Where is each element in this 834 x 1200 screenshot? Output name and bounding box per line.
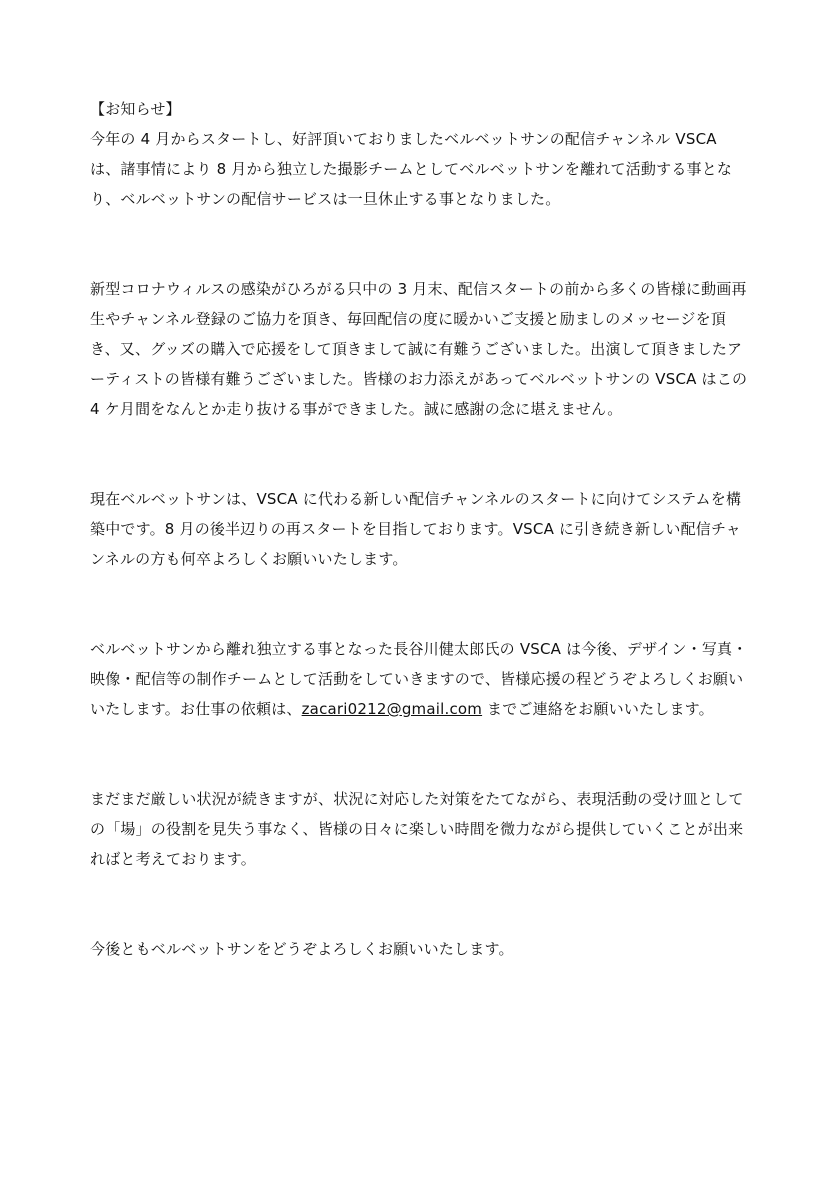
paragraph-gap: [90, 424, 750, 484]
paragraph-independent-team: [90, 634, 750, 724]
paragraph-gap: [90, 574, 750, 634]
paragraph-vsca-pause: 今年の 4 月からスタートし、好評頂いておりましたベルベットサンの配信チャンネル VSCA は、諸事情により 8 月から独立した撮影チームとしてベルベットサンを離れて活動する事となり、ベルベットサンの配信サービスは一旦休止する事となりました。: [90, 130, 733, 208]
paragraph-gap: [90, 724, 750, 784]
notice-body: [90, 94, 750, 964]
paragraph-closing: 今後ともベルベットサンをどうぞよろしくお願いいたします。: [90, 940, 514, 958]
notice-heading: 【お知らせ】: [90, 100, 181, 118]
paragraph-gap: [90, 214, 750, 274]
paragraph-outlook: まだまだ厳しい状況が続きますが、状況に対応した対策をたてながら、表現活動の受け皿としての「場」の役割を見失う事なく、皆様の日々に楽しい時間を微力ながら提供していくことが出来ればと考えております。: [90, 790, 744, 868]
paragraph-gap: [90, 874, 750, 934]
paragraph-thanks: 新型コロナウィルスの感染がひろがる只中の 3 月末、配信スタートの前から多くの皆様に動画再生やチャンネル登録のご協力を頂き、毎回配信の度に暖かいご支援と励ましのメッセージを頂き、又、グッズの購入で応援をして頂きまして誠に有難うございました。出演して頂きましたアーティストの皆様有難うございました。皆様のお力添えがあってベルベットサンの VSCA はこの 4 ケ月間をなんとか走り抜ける事ができました。誠に感謝の念に堪えません。: [90, 280, 748, 418]
contact-email-link[interactable]: zacari0212@gmail.com: [301, 700, 483, 718]
paragraph-independent-team-text: ベルベットサンから離れ独立する事となった長谷川健太郎氏の VSCA は今後、デザイン・写真・映像・配信等の制作チームとして活動をしていきますので、皆様応援の程どうぞよろしくお願いいたします。お仕事の依頼は、: [90, 640, 748, 718]
paragraph-new-channel: 現在ベルベットサンは、VSCA に代わる新しい配信チャンネルのスタートに向けてシステムを構築中です。8 月の後半辺りの再スタートを目指しております。VSCA に引き続き新しい配信チャンネルの方も何卒よろしくお願いいたします。: [90, 490, 742, 568]
paragraph-independent-team-tail: までご連絡をお願いいたします。: [482, 700, 714, 718]
